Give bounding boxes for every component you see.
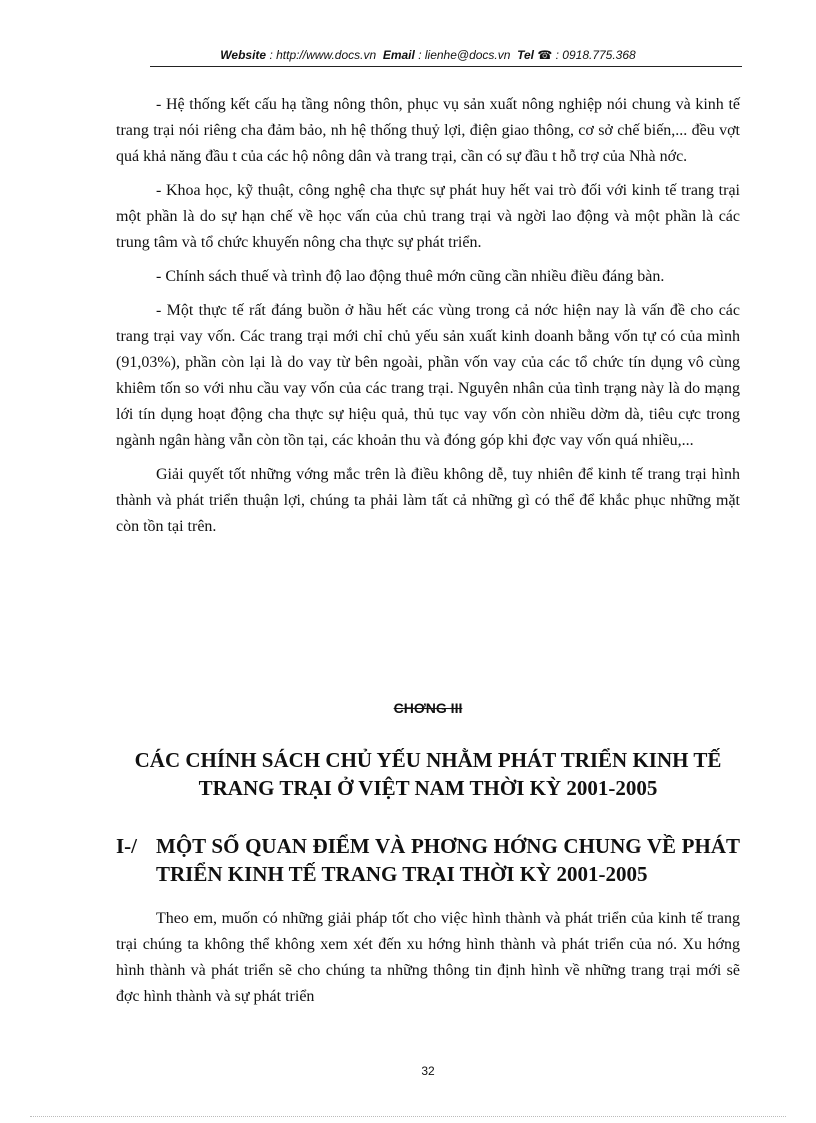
body-text [116, 92, 740, 540]
email-label: Email [382, 48, 415, 62]
tel-label: Tel [517, 48, 534, 62]
paragraph: - Chính sách thuế và trình độ lao động thuê mớn cũng cần nhiều điều đáng bàn. [156, 268, 665, 285]
paragraph: Giải quyết tốt những vớng mắc trên là điều không dễ, tuy nhiên để kinh tế trang trại hình thành và phát triển thuận lợi, chúng ta phải làm tất cả những gì có thể để khắc phục những mặt còn tồn tại trên. [116, 466, 740, 535]
section-number: I-/ [116, 834, 137, 858]
paragraph: - Khoa học, kỹ thuật, công nghệ cha thực sự phát huy hết vai trò đối với kinh tế trang trại một phần là do sự hạn chế về học vấn của chủ trang trại và ngời lao động và một phần là các trung tâm và tổ chức khuyến nông cha thực sự phát triển. [116, 182, 740, 251]
header-divider [150, 66, 742, 67]
chapter-title: CÁC CHÍNH SÁCH CHỦ YẾU NHẰM PHÁT TRIỂN KINH TẾ TRANG TRẠI Ở VIỆT NAM THỜI KỲ 2001-2005 [134, 748, 722, 800]
tel-value: ☎ : 0918.775.368 [537, 48, 636, 62]
bottom-divider [30, 1116, 786, 1117]
paragraph: Theo em, muốn có những giải pháp tốt cho việc hình thành và phát triển của kinh tế trang trại chúng ta không thể không xem xét đến xu hớng hình thành và phát triển của nó. Xu hớng hình thành và phát triển sẽ cho chúng ta những thông tin định hình về những trang trại mới sẽ đợc hình thành và sự phát triển [116, 910, 740, 1005]
page-header [150, 48, 706, 62]
paragraph: - Hệ thống kết cấu hạ tầng nông thôn, phục vụ sản xuất nông nghiệp nói chung và kinh tế trang trại nói riêng cha đảm bảo, nh hệ thống thuỷ lợi, điện giao thông, cơ sở chế biến,... đều vợt quá khả năng đầu t của các hộ nông dân và trang trại, cần có sự đầu t hỗ trợ của Nhà nớc. [116, 96, 740, 165]
section-body [116, 906, 740, 1010]
email-value: : lienhe@docs.vn [418, 48, 511, 62]
chapter-heading: CHƠNG III [393, 700, 463, 716]
page-number: 32 [421, 1064, 435, 1078]
section-heading [116, 832, 740, 888]
section-title: MỘT SỐ QUAN ĐIỂM VÀ PHƠNG HỚNG CHUNG VỀ PHÁT TRIỂN KINH TẾ TRANG TRẠI THỜI KỲ 2001-2005 [156, 834, 740, 886]
website-label: Website [220, 48, 267, 62]
website-value: : http://www.docs.vn [269, 48, 377, 62]
paragraph: - Một thực tế rất đáng buồn ở hầu hết các vùng trong cả nớc hiện nay là vấn đề cho các trang trại vay vốn. Các trang trại mới chỉ chủ yếu sản xuất kinh doanh bằng vốn tự có của mình (91,03%), phần còn lại là do vay từ bên ngoài, phần vốn vay của các tổ chức tín dụng vô cùng khiêm tốn so với nhu cầu vay vốn của các trang trại. Nguyên nhân của tình trạng này là do mạng lới tín dụng hoạt động cha thực sự hiệu quả, thủ tục vay vốn còn nhiều dờm dà, tiêu cực trong ngành ngân hàng vẫn còn tồn tại, các khoản thu và đóng góp khi đợc vay vốn quá nhiều,... [116, 302, 740, 449]
